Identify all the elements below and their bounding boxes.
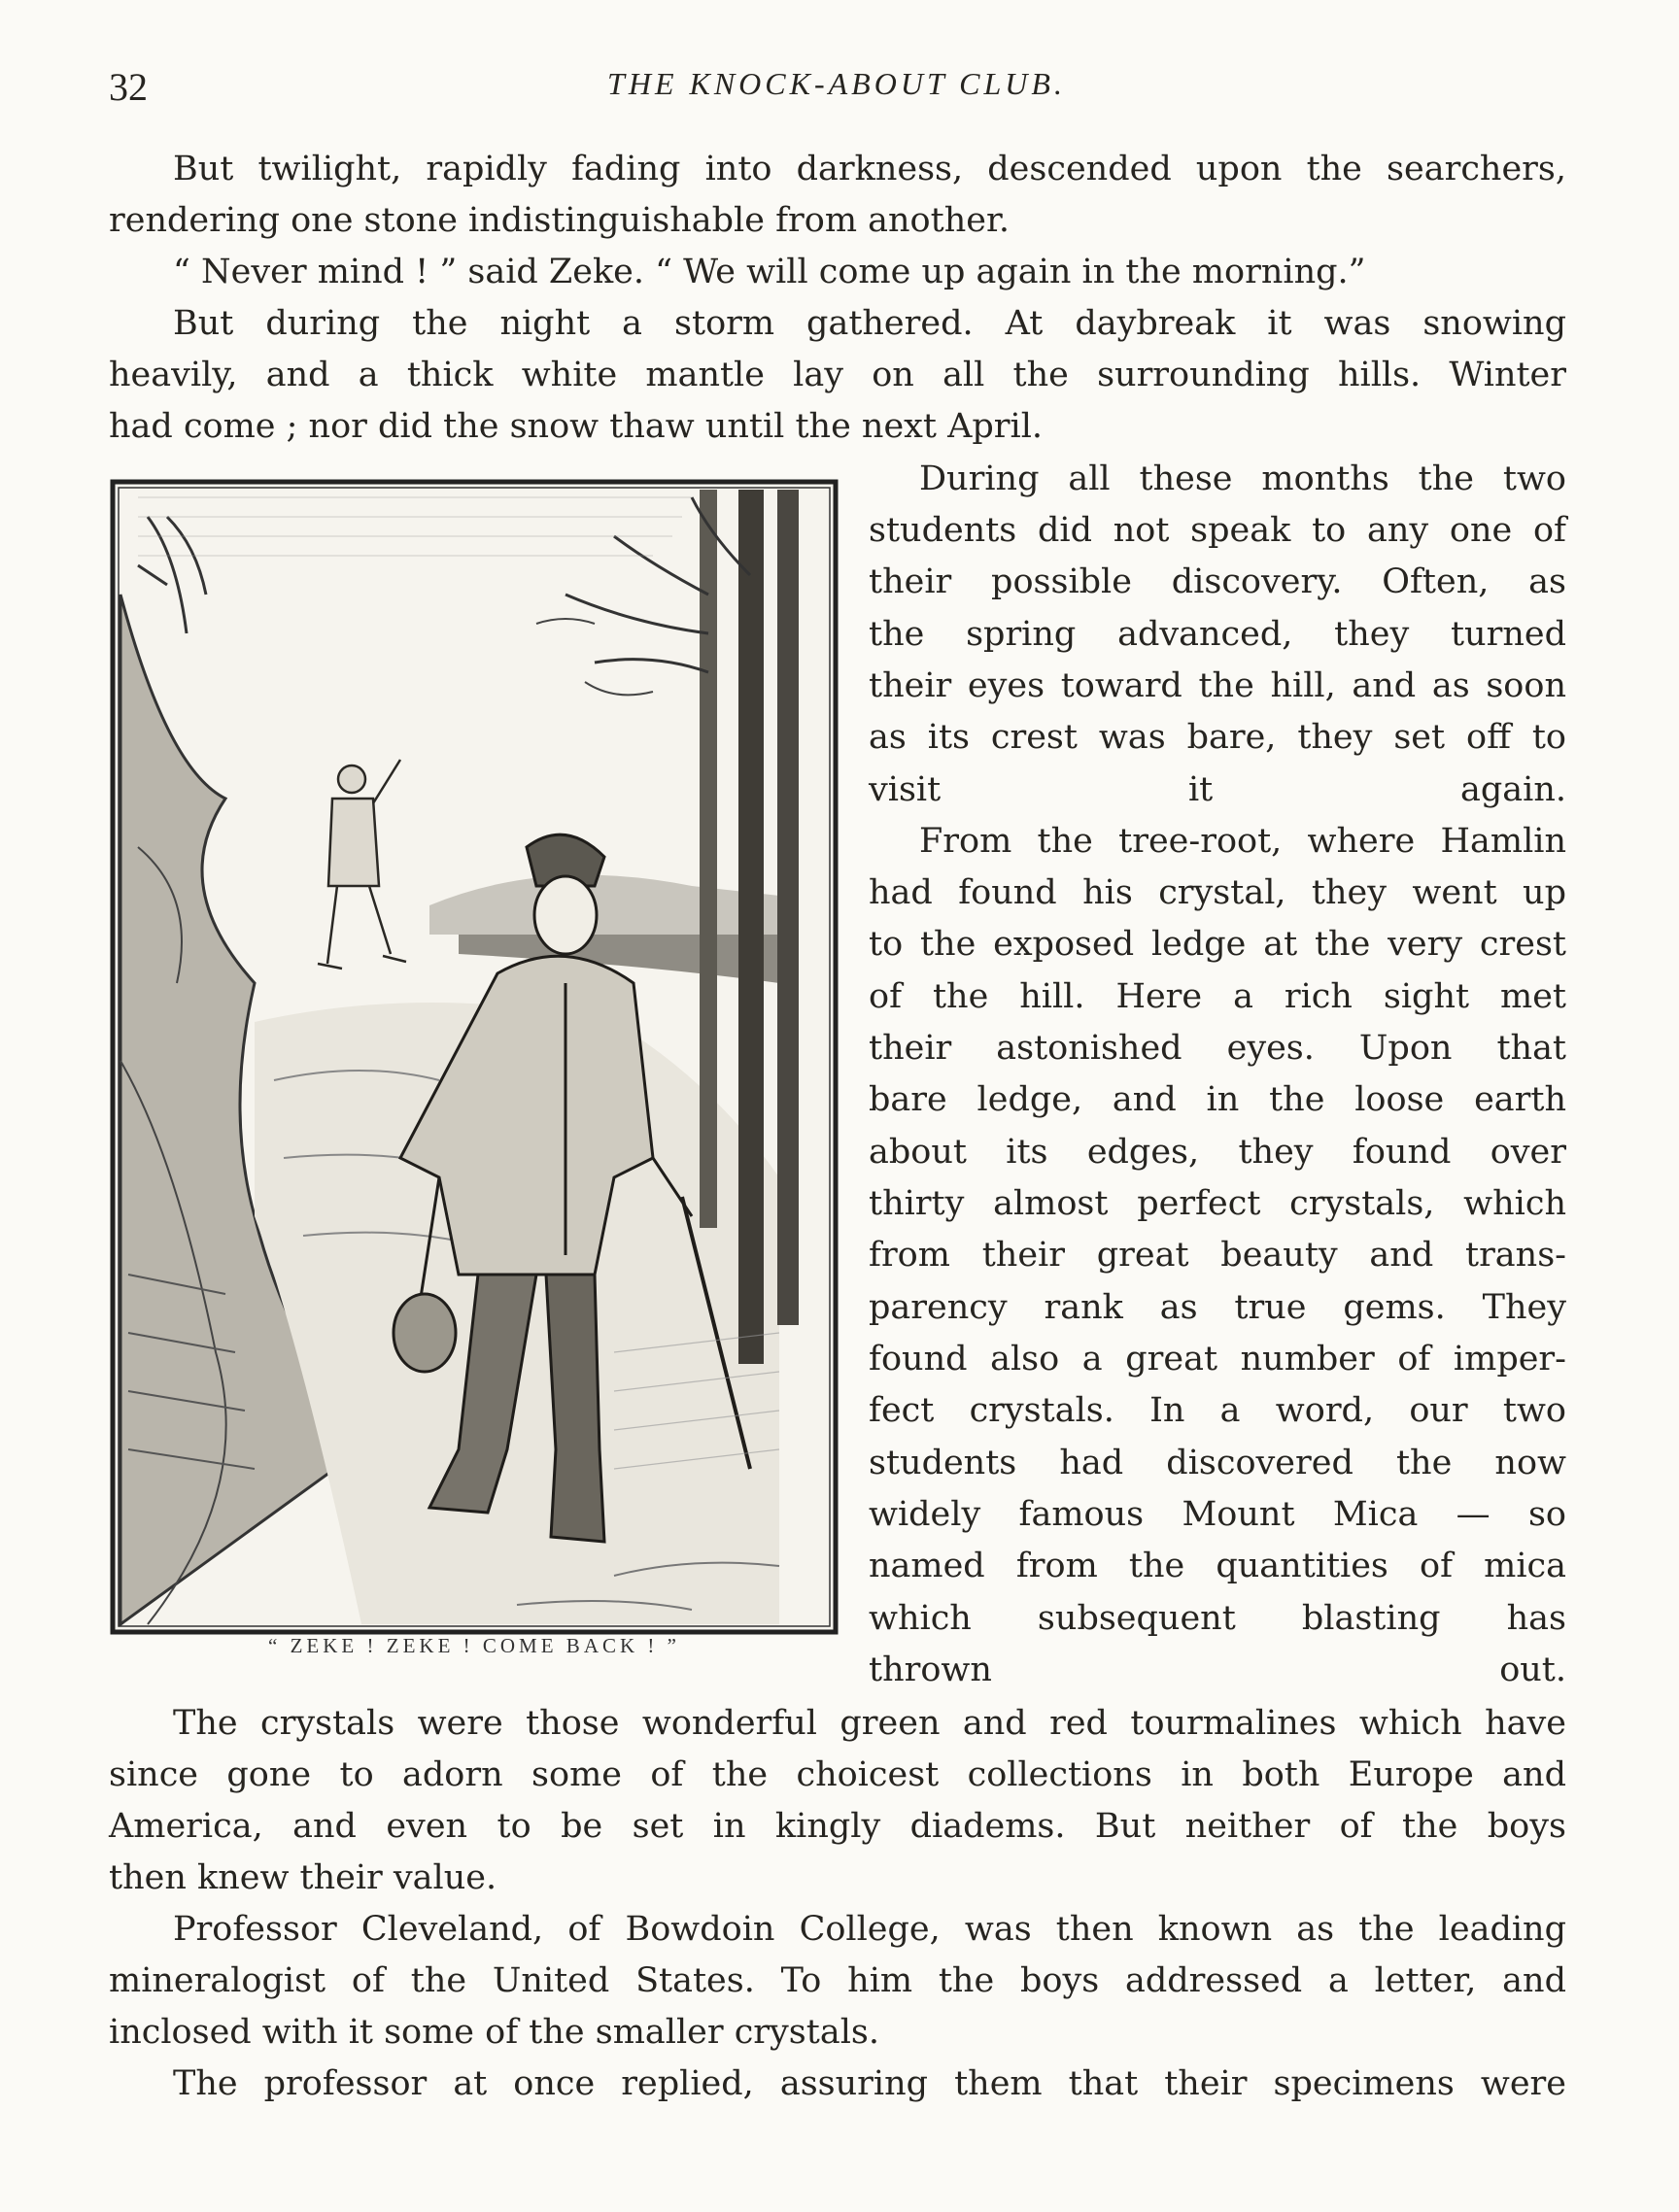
paragraph-line: Professor Cleveland, of Bowdoin College, was then known as the leading [173,1910,1566,1949]
paragraph-line: rendering one stone indistinguishable from another. [109,201,1010,240]
side-line: During all these months the two [919,459,1566,498]
paragraph-line: America, and even to be set in kingly diadems. But neither of the boys [109,1807,1566,1846]
side-line: the spring advanced, they turned [869,615,1566,654]
paragraph-line: inclosed with it some of the smaller crystals. [109,2013,879,2052]
side-line: fect crystals. In a word, our two [869,1391,1566,1430]
figure-caption: “ ZEKE ! ZEKE ! COME BACK ! ” [268,1634,680,1657]
side-line: bare ledge, and in the loose earth [869,1080,1566,1119]
paragraph-line: The professor at once replied, assuring them that their specimens were [173,2064,1566,2103]
side-line: named from the quantities of mica [869,1547,1566,1585]
side-line: thirty almost perfect crystals, which [869,1184,1566,1223]
side-line: their astonished eyes. Upon that [869,1029,1566,1068]
side-line: students did not speak to any one of [869,511,1566,550]
engraving-illustration [109,478,840,1636]
paragraph-line: But during the night a storm gathered. At daybreak it was snowing [173,304,1566,343]
paragraph-line: since gone to adorn some of the choicest collections in both Europe and [109,1755,1566,1794]
paragraph-line: heavily, and a thick white mantle lay on all the surrounding hills. Winter [109,356,1566,394]
illustration [109,478,840,1636]
side-line: of the hill. Here a rich sight met [869,977,1566,1016]
paragraph-line: “ Never mind ! ” said Zeke. “ We will come up again in the morning.” [173,253,1366,291]
side-line: to the exposed ledge at the very crest [869,925,1566,964]
side-line: as its crest was bare, they set off to [869,718,1566,757]
side-line: thrown out. [869,1650,1566,1689]
paragraph-line: then knew their value. [109,1858,497,1897]
paragraph-line: The crystals were those wonderful green and red tourmalines which have [173,1704,1566,1743]
side-line: found also a great number of imper- [869,1340,1566,1378]
running-title: THE KNOCK-ABOUT CLUB. [607,66,1066,101]
side-line: widely famous Mount Mica — so [869,1495,1566,1534]
side-line: their possible discovery. Often, as [869,562,1566,601]
paragraph-line: had come ; nor did the snow thaw until the next April. [109,407,1044,446]
page-header [109,64,1564,111]
side-line: their eyes toward the hill, and as soon [869,666,1566,705]
side-line: parency rank as true gems. They [869,1288,1566,1327]
page-number: 32 [109,65,148,109]
side-line: had found his crystal, they went up [869,873,1566,912]
side-line: students had discovered the now [869,1444,1566,1482]
side-line: from their great beauty and trans- [869,1236,1566,1275]
side-line: From the tree-root, where Hamlin [919,822,1566,861]
side-line: visit it again. [869,770,1566,809]
side-line: which subsequent blasting has [869,1599,1566,1638]
paragraph-line: mineralogist of the United States. To him the boys addressed a letter, and [109,1961,1566,2000]
side-line: about its edges, they found over [869,1133,1566,1172]
paragraph-line: But twilight, rapidly fading into darkness, descended upon the searchers, [173,150,1566,188]
